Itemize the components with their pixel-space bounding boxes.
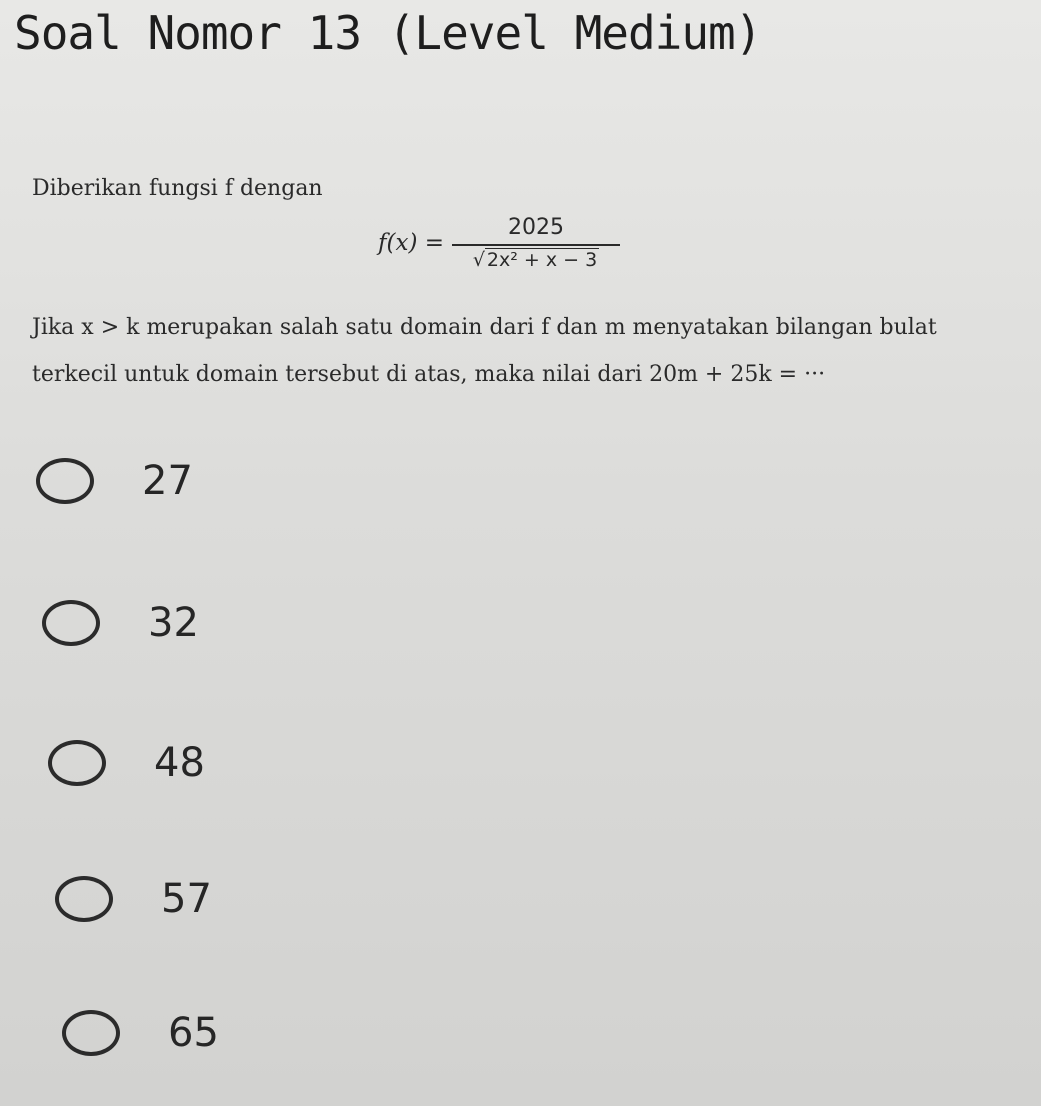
function-formula [378,215,620,271]
formula-lhs: f(x) = [378,230,445,256]
radio-button-icon[interactable] [48,740,106,786]
radio-button-icon[interactable] [55,876,113,922]
radio-button-icon[interactable] [62,1010,120,1056]
question-title: Soal Nomor 13 (Level Medium) [14,6,762,60]
option-label: 32 [148,600,199,646]
option-c[interactable] [48,740,205,786]
option-label: 27 [142,458,193,504]
option-label: 57 [161,876,212,922]
option-a[interactable] [36,458,193,504]
option-d[interactable] [55,876,212,922]
formula-numerator: 2025 [508,215,565,240]
option-label: 65 [168,1010,219,1056]
option-label: 48 [154,740,205,786]
formula-fraction [452,215,620,271]
radical-sign: √ [472,249,485,271]
formula-denominator [473,246,599,271]
option-b[interactable] [42,600,199,646]
question-line-1: Jika x > k merupakan salah satu domain dari f dan m menyatakan bilangan bulat [32,315,937,340]
option-e[interactable] [62,1010,219,1056]
question-line-2: terkecil untuk domain tersebut di atas, maka nilai dari 20m + 25k = ··· [32,362,826,387]
radio-button-icon[interactable] [42,600,100,646]
intro-text: Diberikan fungsi f dengan [32,176,323,201]
question-text [32,304,1032,398]
formula-radicand: 2x² + x − 3 [486,249,598,271]
radio-button-icon[interactable] [36,458,94,504]
